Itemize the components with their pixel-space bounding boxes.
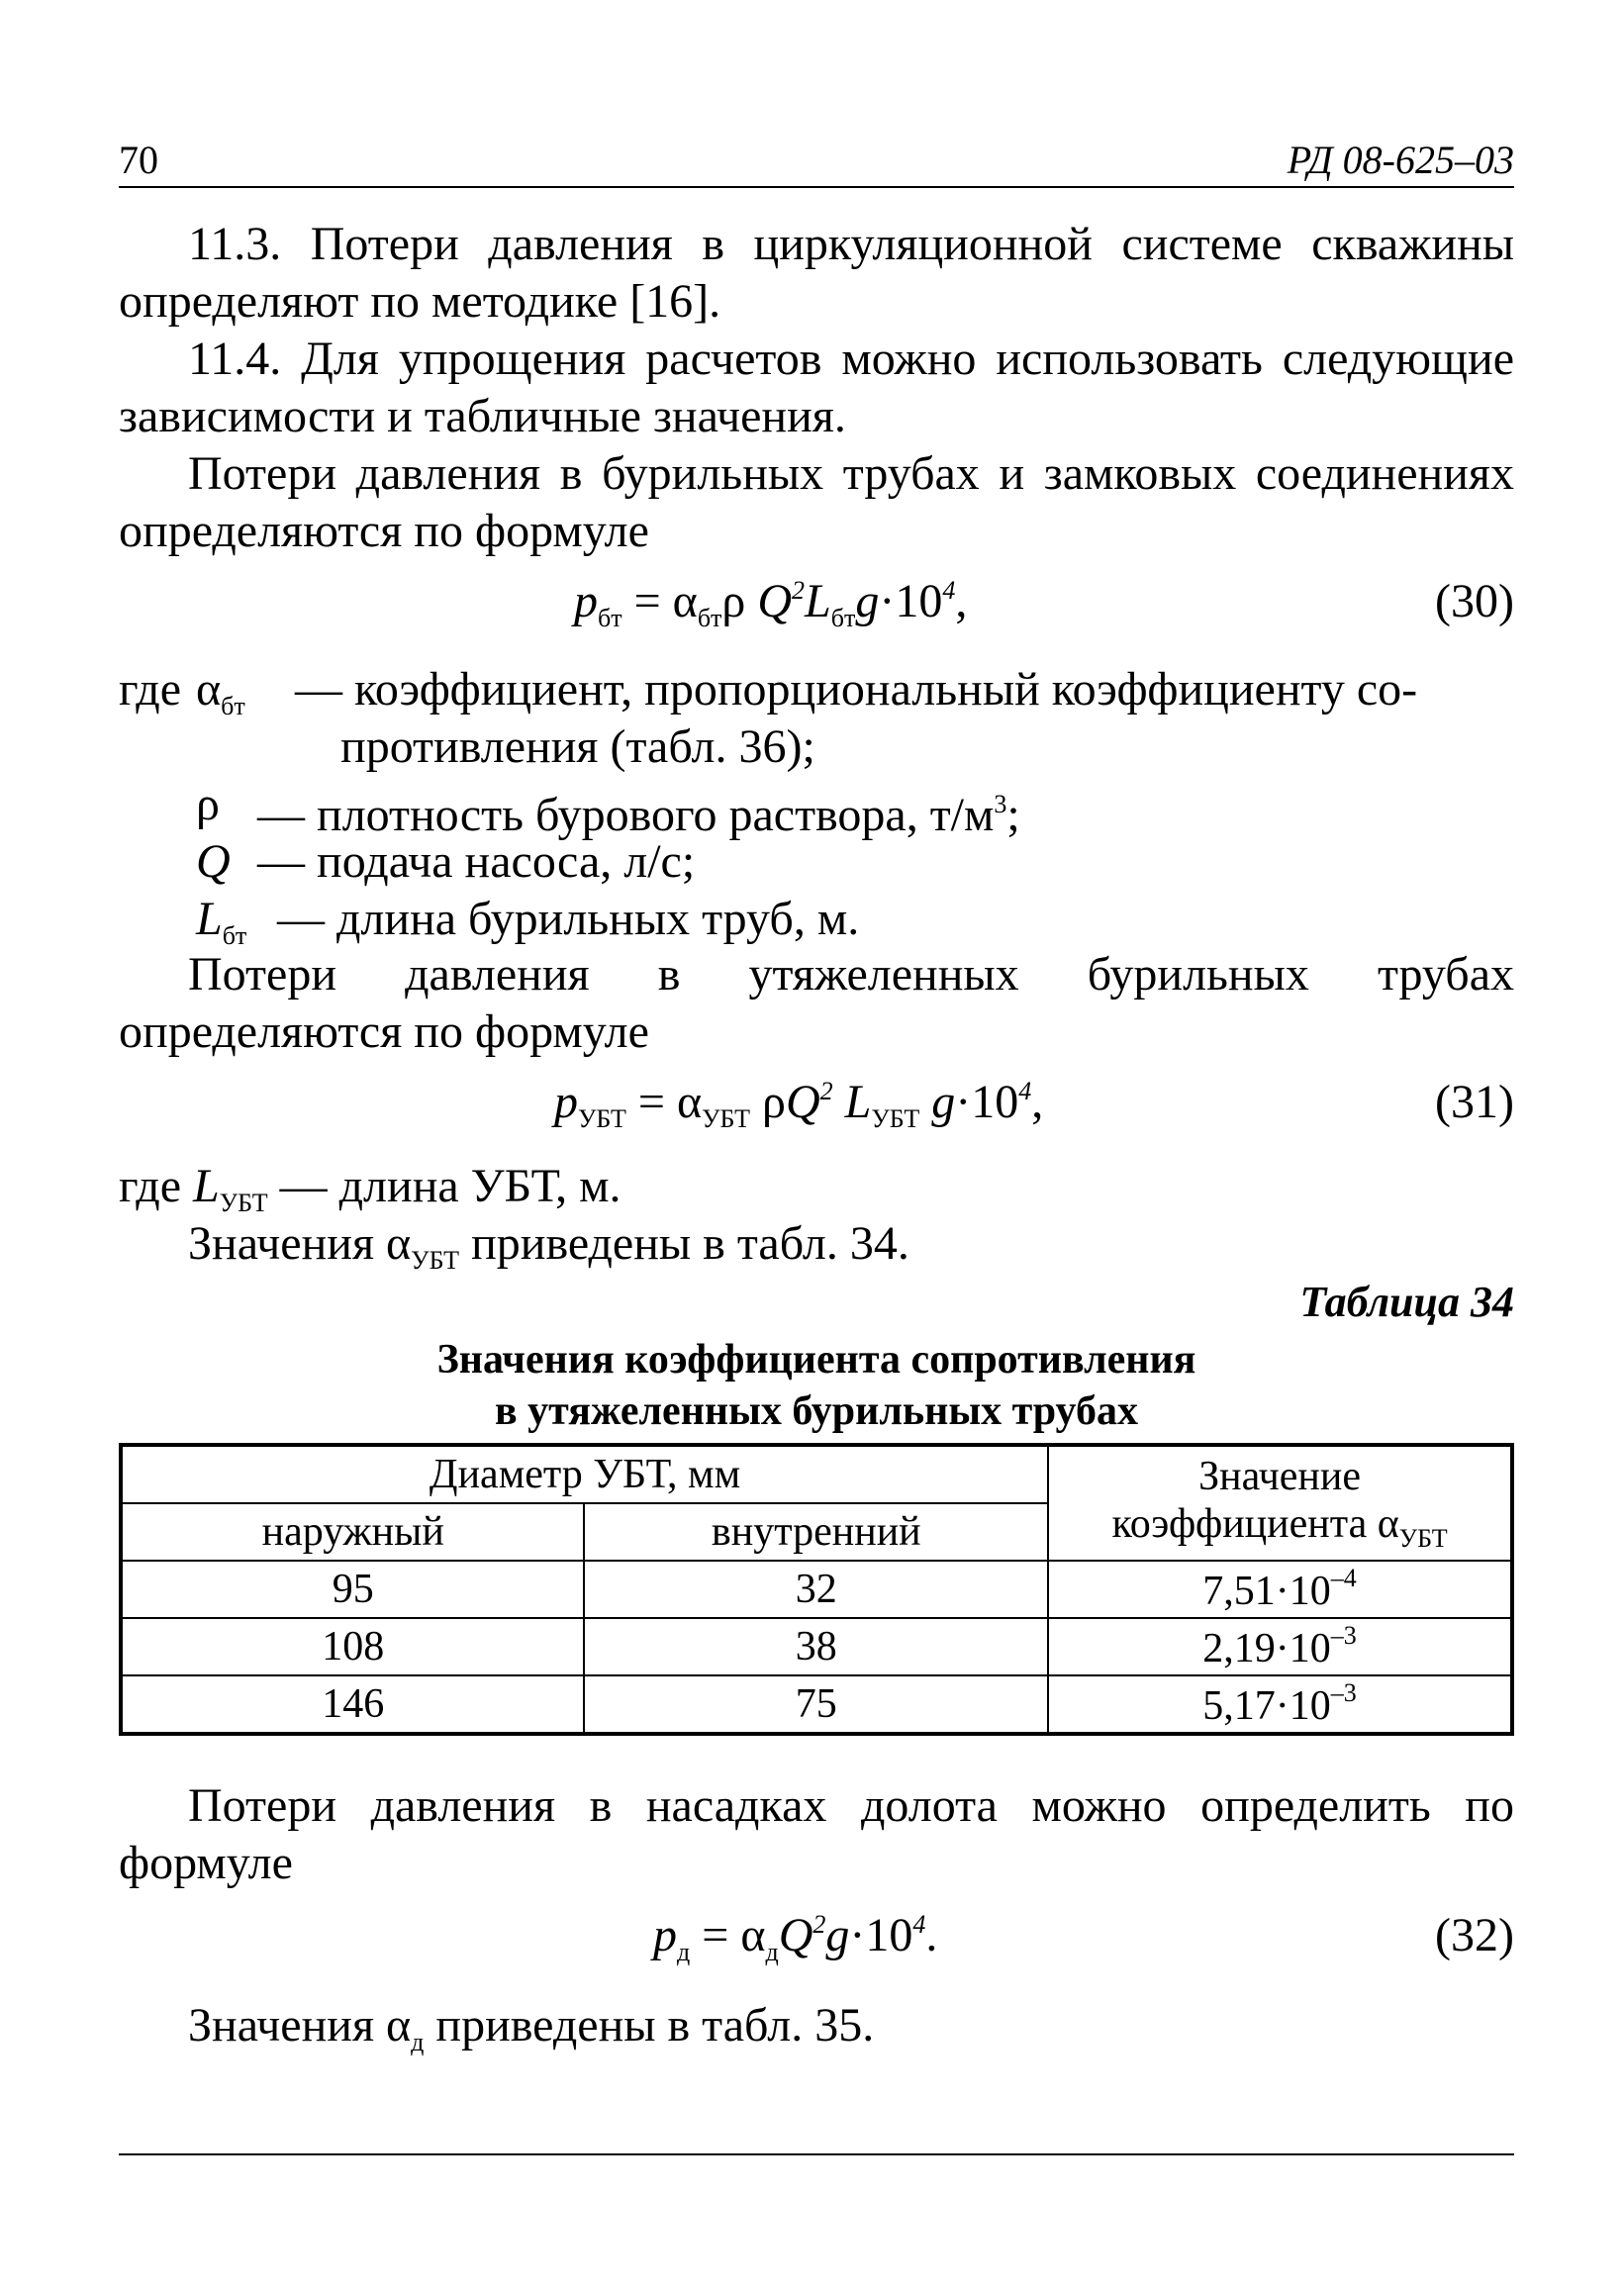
table-34-title-line-1: Значения коэффициента сопротивления <box>436 1337 1196 1383</box>
table-row <box>121 1618 1512 1675</box>
formula-31-number: (31) <box>1435 1076 1514 1128</box>
bottom-rule <box>119 2153 1514 2155</box>
table-34-title-line-2: в утяжеленных бурильных трубах <box>494 1388 1139 1434</box>
paragraph-11-4: 11.4. Для упрощения расчетов можно использовать следующие зависимости и табличные значения. <box>119 333 1514 442</box>
cell-outer: 108 <box>121 1618 584 1675</box>
header-outer: наружный <box>121 1503 584 1561</box>
table-row <box>121 1675 1512 1734</box>
formula-32: $p_д = \alpha_дQ^2g\cdot 10^4$. <box>653 1909 938 1966</box>
document-code: РД 08-625–03 <box>1287 138 1514 182</box>
paragraph-heavy-pipe-intro: Потери давления в утяжеленных бурильных трубах определяются по формуле <box>119 948 1514 1058</box>
formula-32-number: (32) <box>1435 1909 1514 1961</box>
table-34-caption: Таблица 34 <box>1299 1278 1514 1326</box>
cell-outer: 146 <box>121 1675 584 1734</box>
cell-inner: 32 <box>584 1561 1048 1618</box>
table-row <box>121 1561 1512 1618</box>
paragraph-11-3: 11.3. Потери давления в циркуляционной системе скважины определяют по методике [16]. <box>119 218 1514 328</box>
formula-31: $p_{УБТ} = \alpha_{УБТ}$ $\rho Q^2$ $L_{УБТ}$ $g\cdot 10^4$, <box>554 1076 1044 1133</box>
header-coefficient: Значение коэффициента $\alpha_{УБТ}$ <box>1048 1445 1512 1561</box>
cell-coefficient: $7,51\cdot 10^{-4}$ <box>1048 1561 1512 1618</box>
paragraph-nozzle-intro: Потери давления в насадках долота можно определить по формуле <box>119 1779 1514 1889</box>
paragraph-alpha-d-values: Значения $\alpha_д$ приведены в табл. 35. <box>188 1999 875 2056</box>
paragraph-drill-pipe-intro: Потери давления в бурильных трубах и замковых соединениях определяются по формуле <box>119 447 1514 557</box>
cell-coefficient: $2,19\cdot 10^{-3}$ <box>1048 1618 1512 1675</box>
header-inner: внутренний <box>584 1503 1048 1561</box>
page-number: 70 <box>119 138 158 182</box>
paragraph-alpha-ubt-values: Значения $\alpha_{УБТ}$ приведены в табл. 34. <box>188 1217 909 1275</box>
formula-30: $p_{бт} = \alpha_{бт}\rho$ $Q^2L_{бт}g\cdot 10^4$, <box>574 575 968 632</box>
formula-30-number: (30) <box>1435 575 1514 627</box>
page-header <box>119 127 1514 188</box>
cell-outer: 95 <box>121 1561 584 1618</box>
cell-coefficient: $5,17\cdot 10^{-3}$ <box>1048 1675 1512 1734</box>
header-diameter: Диаметр УБТ, мм <box>121 1445 1048 1503</box>
cell-inner: 75 <box>584 1675 1048 1734</box>
cell-inner: 38 <box>584 1618 1048 1675</box>
table-34 <box>119 1443 1514 1736</box>
table-header-row-1 <box>121 1445 1512 1503</box>
paragraph-l-ubt-definition: где $L_{УБТ}$ — длина УБТ, м. <box>119 1160 621 1217</box>
